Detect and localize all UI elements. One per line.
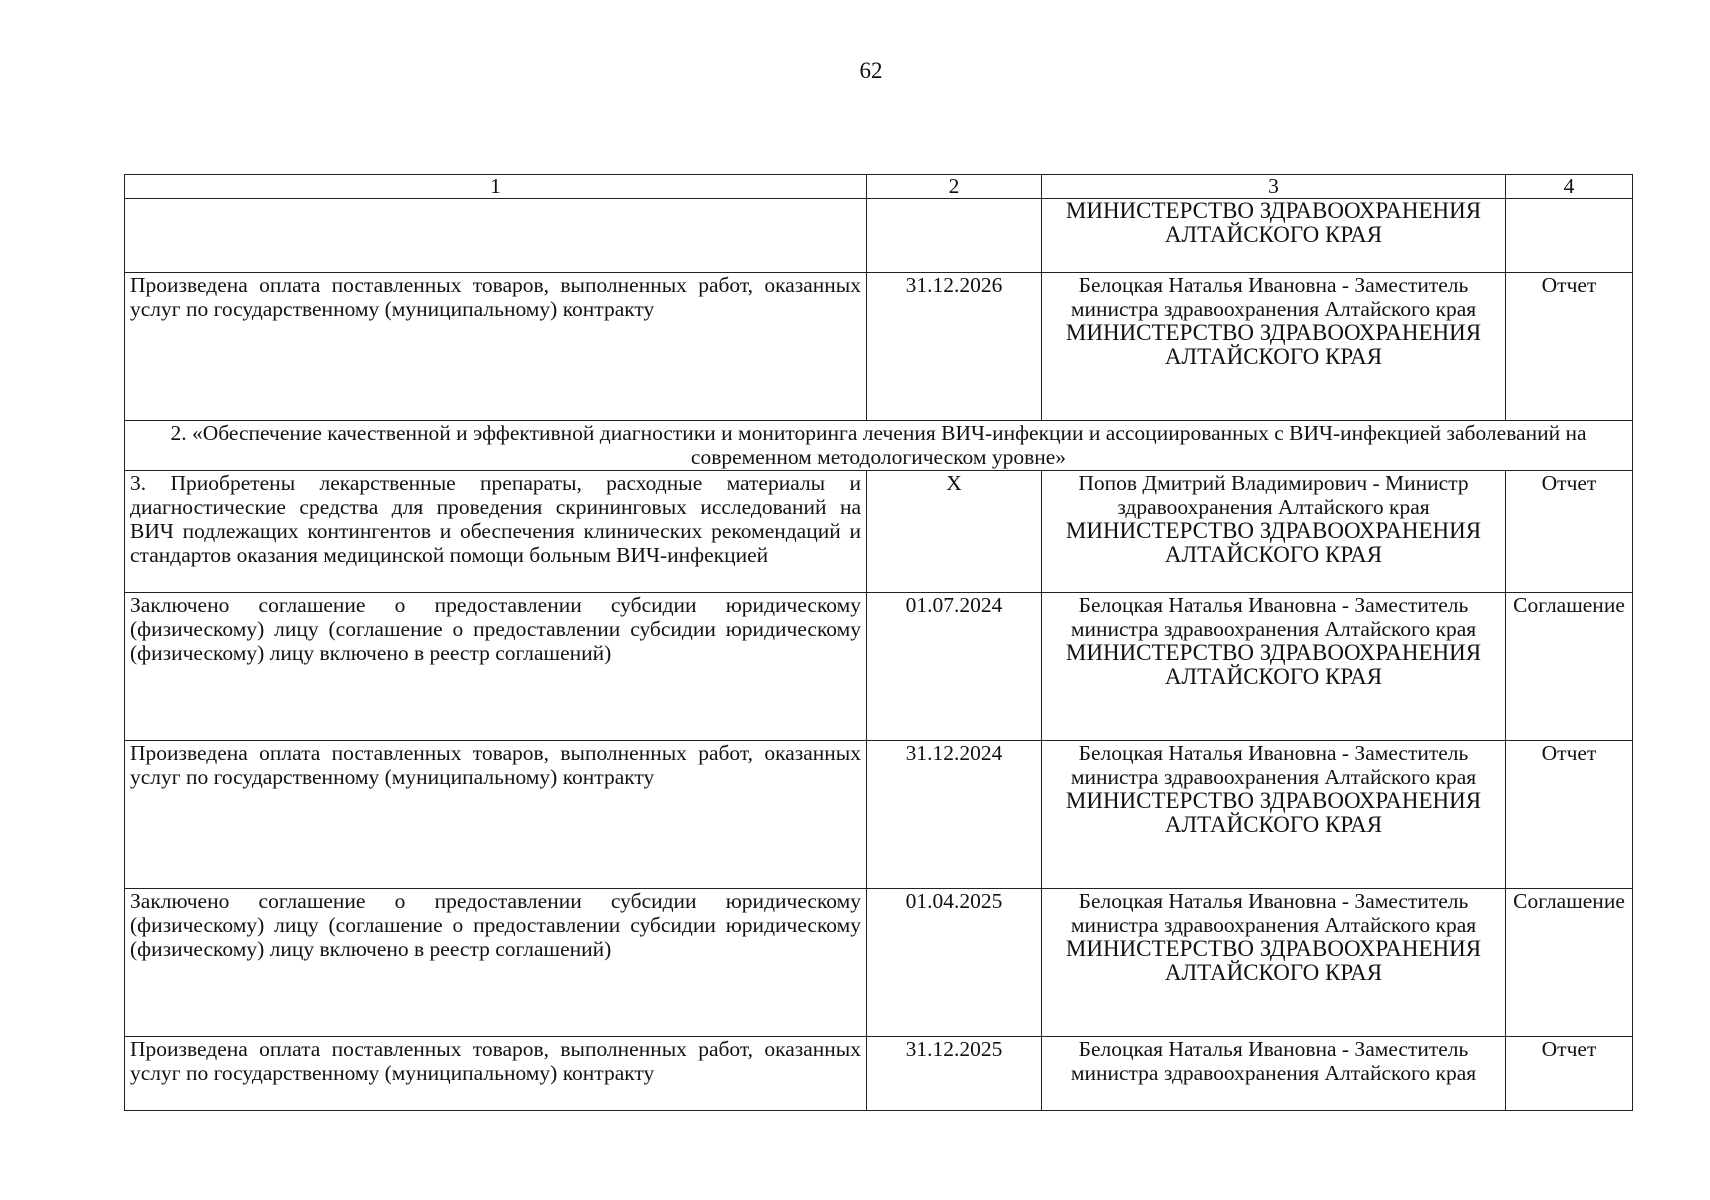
event-text: Произведена оплата поставленных товаров, выполненных работ, оказанных услуг по государственному (муниципальному) контракту [125,741,867,889]
plan-table [124,174,1633,1111]
responsible-person: Белоцкая Наталья Ивановна - Заместитель министра здравоохранения Алтайского края [1070,1037,1477,1085]
deadline-date: 01.07.2024 [867,593,1042,741]
event-text: 3. Приобретены лекарственные препараты, расходные материалы и диагностические средства для проведения скрининговых исследований на ВИЧ подлежащих контингентов и обеспечения клинических рекомендаций и стандартов оказания медицинской помощи больным ВИЧ-инфекцией [125,471,867,593]
responsible-person: Попов Дмитрий Владимирович - Министр здравоохранения Алтайского края [1078,471,1469,519]
responsible-organization: МИНИСТЕРСТВО ЗДРАВООХРАНЕНИЯ АЛТАЙСКОГО КРАЯ [1065,320,1482,369]
responsible-organization: МИНИСТЕРСТВО ЗДРАВООХРАНЕНИЯ АЛТАЙСКОГО КРАЯ [1065,788,1482,837]
event-text: Произведена оплата поставленных товаров, выполненных работ, оказанных услуг по государственному (муниципальному) контракту [125,1037,867,1111]
responsible-person: Белоцкая Наталья Ивановна - Заместитель министра здравоохранения Алтайского края [1070,889,1477,937]
document-type: Отчет [1506,1037,1633,1111]
responsible-organization: МИНИСТЕРСТВО ЗДРАВООХРАНЕНИЯ АЛТАЙСКОГО КРАЯ [1065,198,1482,247]
event-text: Произведена оплата поставленных товаров, выполненных работ, оказанных услуг по государственному (муниципальному) контракту [125,273,867,421]
deadline-date [867,199,1042,273]
deadline-date: 31.12.2026 [867,273,1042,421]
document-type: Соглашение [1506,889,1633,1037]
responsible-organization: МИНИСТЕРСТВО ЗДРАВООХРАНЕНИЯ АЛТАЙСКОГО КРАЯ [1065,640,1482,689]
table-row [125,889,1633,1037]
column-number-3: 3 [1042,175,1506,199]
table-row [125,471,1633,593]
deadline-date: 01.04.2025 [867,889,1042,1037]
document-type: Соглашение [1506,593,1633,741]
responsible-person: Белоцкая Наталья Ивановна - Заместитель министра здравоохранения Алтайского края [1070,593,1477,641]
responsible-organization: МИНИСТЕРСТВО ЗДРАВООХРАНЕНИЯ АЛТАЙСКОГО КРАЯ [1065,518,1482,567]
document-type: Отчет [1506,741,1633,889]
table-row [125,741,1633,889]
document-type: Отчет [1506,471,1633,593]
responsible-organization: МИНИСТЕРСТВО ЗДРАВООХРАНЕНИЯ АЛТАЙСКОГО КРАЯ [1065,936,1482,985]
event-text: Заключено соглашение о предоставлении субсидии юридическому (физическому) лицу (соглашение о предоставлении субсидии юридическому (физическому) лицу включено в реестр соглашений) [125,889,867,1037]
document-type: Отчет [1506,273,1633,421]
column-number-header [125,175,1633,199]
page-number: 62 [859,58,883,83]
deadline-date: 31.12.2024 [867,741,1042,889]
table-row [125,1037,1633,1111]
section-title: 2. «Обеспечение качественной и эффективной диагностики и мониторинга лечения ВИЧ-инфекции и ассоциированных с ВИЧ-инфекцией заболеваний на современном методологическом уровне» [125,421,1633,471]
responsible-cell [1042,199,1506,273]
table-row [125,199,1633,273]
table-row [125,273,1633,421]
responsible-person: Белоцкая Наталья Ивановна - Заместитель министра здравоохранения Алтайского края [1070,273,1477,321]
deadline-date: 31.12.2025 [867,1037,1042,1111]
column-number-4: 4 [1506,175,1633,199]
event-text [125,199,867,273]
event-text: Заключено соглашение о предоставлении субсидии юридическому (физическому) лицу (соглашение о предоставлении субсидии юридическому (физическому) лицу включено в реестр соглашений) [125,593,867,741]
responsible-cell [1042,471,1506,593]
table-row [125,593,1633,741]
column-number-2: 2 [867,175,1042,199]
responsible-cell [1042,273,1506,421]
responsible-cell [1042,741,1506,889]
responsible-cell [1042,593,1506,741]
document-type [1506,199,1633,273]
responsible-cell [1042,889,1506,1037]
responsible-person: Белоцкая Наталья Ивановна - Заместитель министра здравоохранения Алтайского края [1070,741,1477,789]
deadline-date: X [867,471,1042,593]
responsible-cell [1042,1037,1506,1111]
column-number-1: 1 [125,175,867,199]
section-row [125,421,1633,471]
